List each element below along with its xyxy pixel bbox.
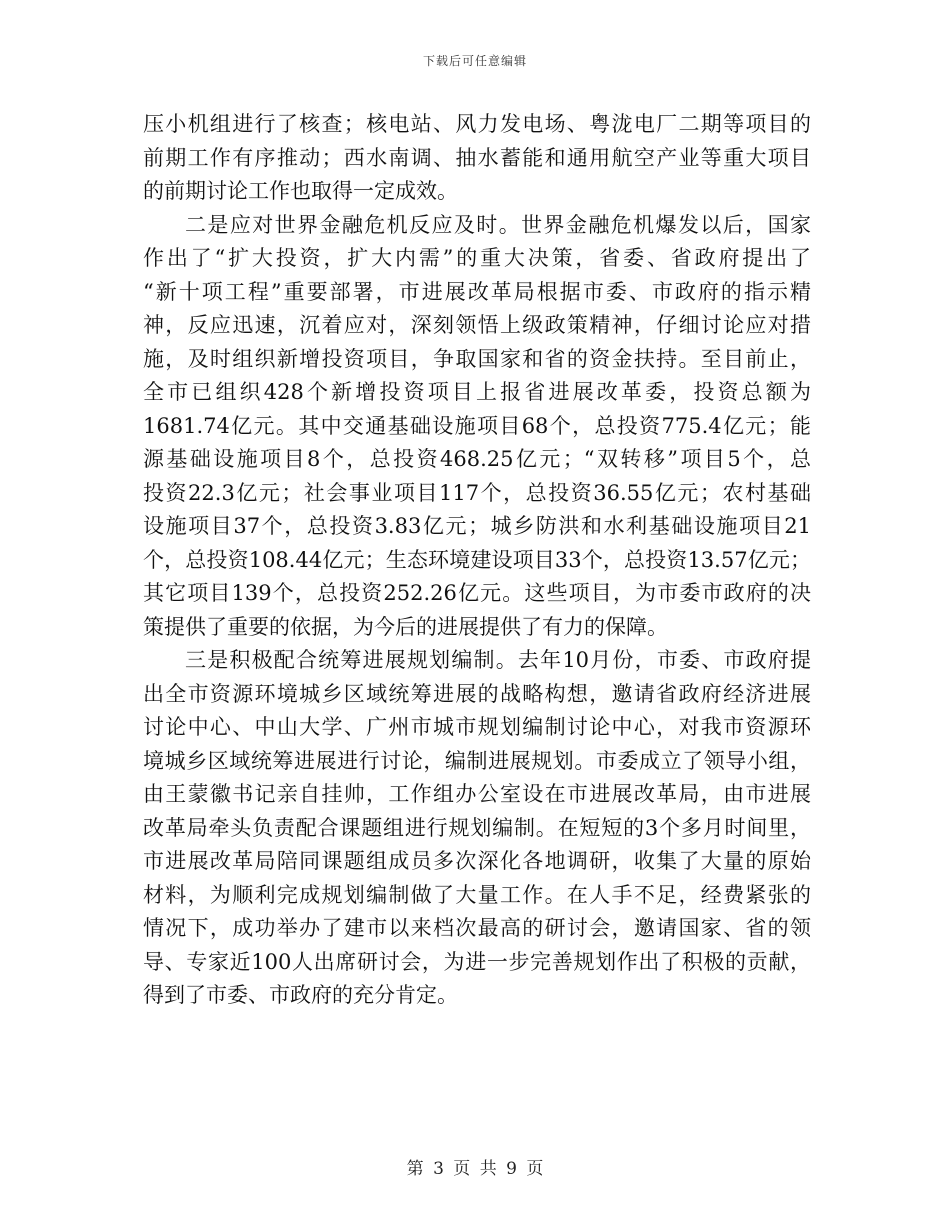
text-line: 材料，为顺利完成规划编制做了大量工作。在人手不足，经费紧张的: [143, 882, 811, 907]
page-footer: 第 3 页 共 9 页: [406, 1159, 544, 1179]
text-line: 全市已组织428个新增投资项目上报省进展改革委，投资总额为: [143, 380, 811, 404]
paragraph: [143, 644, 811, 1013]
text-line: 境城乡区域统筹进展进行讨论，编制进展规划。市委成立了领导小组，: [143, 748, 811, 773]
text-line: 设施项目37个，总投资3.83亿元；城乡防洪和水利基础设施项目21: [143, 514, 811, 538]
text-line: 情况下，成功举办了建市以来档次最高的研讨会，邀请国家、省的领: [143, 916, 811, 940]
text-line: 施，及时组织新增投资项目，争取国家和省的资金扶持。至目前止，: [143, 346, 811, 371]
paragraph: [143, 209, 811, 645]
text-line: 策提供了重要的依据，为今后的进展提供了有力的保障。: [143, 614, 668, 639]
text-line: 1681.74亿元。其中交通基础设施项目68个，总投资775.4亿元；能: [143, 413, 811, 438]
text-line: 得到了市委、市政府的充分肯定。: [143, 983, 458, 1007]
text-line: 其它项目139个，总投资252.26亿元。这些项目，为市委市政府的决: [143, 581, 811, 605]
text-line: 个，总投资108.44亿元；生态环境建设项目33个，总投资13.57亿元；: [143, 547, 811, 572]
text-line: 三是积极配合统筹进展规划编制。去年10月份，市委、市政府提: [185, 648, 811, 672]
text-line: 讨论中心、中山大学、广州市城市规划编制讨论中心，对我市资源环: [143, 715, 811, 739]
text-line: 的前期讨论工作也取得一定成效。: [143, 179, 458, 203]
text-line: 导、专家近100人出席研讨会，为进一步完善规划作出了积极的贡献，: [143, 949, 811, 974]
text-line: 前期工作有序推动；西水南调、抽水蓄能和通用航空产业等重大项目: [143, 145, 811, 170]
text-line: 市进展改革局陪同课题组成员多次深化各地调研，收集了大量的原始: [143, 849, 811, 873]
text-line: 投资22.3亿元；社会事业项目117个，总投资36.55亿元；农村基础: [143, 480, 811, 505]
text-line: 压小机组进行了核查；核电站、风力发电场、粤泷电厂二期等项目的: [143, 112, 811, 136]
page-header: 下载后可任意编辑: [422, 54, 527, 68]
text-line: 神，反应迅速，沉着应对，深刻领悟上级政策精神，仔细讨论应对措: [143, 313, 811, 337]
text-line: 二是应对世界金融危机反应及时。世界金融危机爆发以后，国家: [185, 212, 811, 237]
text-line: 作出了“扩大投资，扩大内需”的重大决策，省委、省政府提出了: [143, 246, 811, 270]
text-line: 源基础设施项目8个，总投资468.25亿元；“双转移”项目5个，总: [143, 447, 811, 471]
text-line: 由王蒙徽书记亲自挂帅，工作组办公室设在市进展改革局，由市进展: [143, 782, 811, 806]
text-line: “新十项工程”重要部署，市进展改革局根据市委、市政府的指示精: [143, 279, 811, 304]
paragraph: [143, 108, 811, 209]
text-line: 改革局牵头负责配合课题组进行规划编制。在短短的3个多月时间里，: [143, 815, 811, 840]
body-text: [143, 108, 811, 1013]
text-line: 出全市资源环境城乡区域统筹进展的战略构想，邀请省政府经济进展: [143, 681, 811, 706]
